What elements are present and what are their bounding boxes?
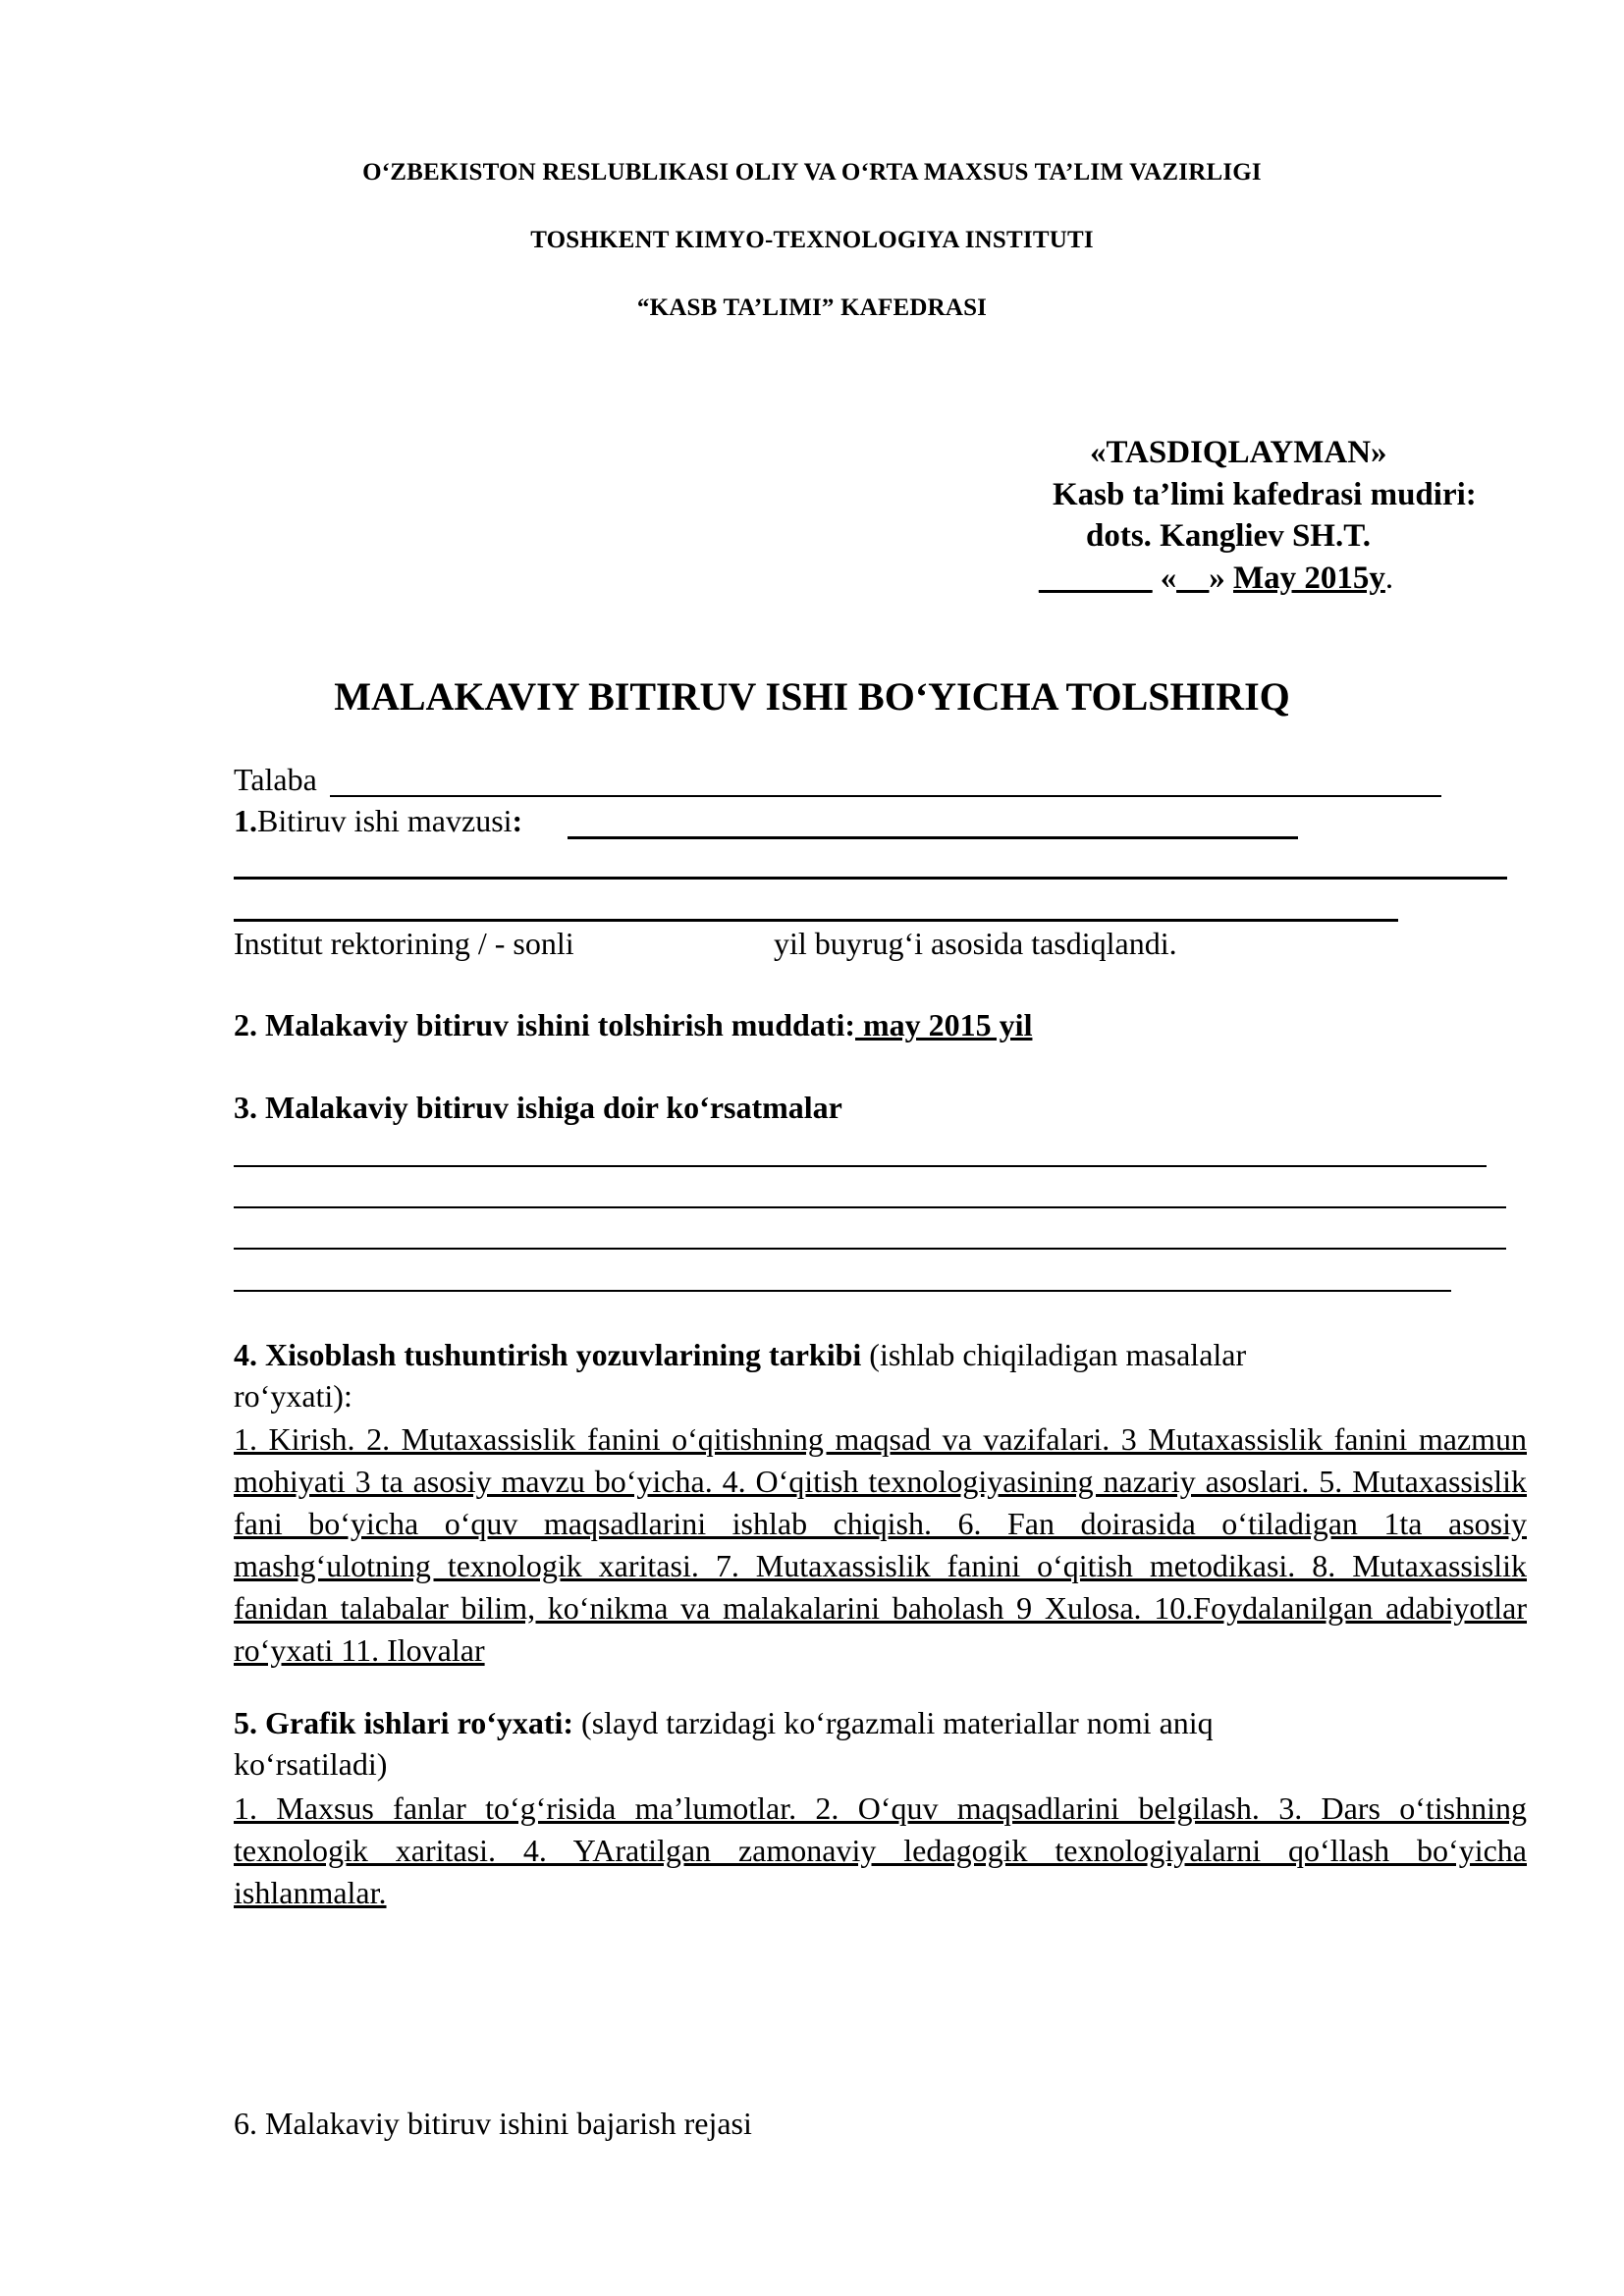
department-heading: “KASB TA’LIMI” KAFEDRASI xyxy=(636,294,988,321)
approval-stamp: «TASDIQLAYMAN» xyxy=(1090,435,1387,470)
student-label: Talaba xyxy=(234,762,317,797)
approval-person: dots. Kangliev SH.T. xyxy=(1086,518,1372,554)
section1-colon: : xyxy=(512,803,523,838)
topic-blank-line-3 xyxy=(234,919,1398,922)
approval-day-blank: __ xyxy=(1176,561,1210,596)
approval-position: Kasb ta’limi kafedrasi mudiri: xyxy=(1053,477,1477,512)
approval-date-close: » xyxy=(1209,561,1233,596)
section5-note-continued: ko‘rsatiladi) xyxy=(234,1746,388,1782)
section1-label: Bitiruv ishi mavzusi xyxy=(257,803,513,838)
section4-label: 4. Xisoblash tushuntirish yozuvlarining tarkibi xyxy=(234,1337,862,1372)
instructions-blank-line-2 xyxy=(234,1206,1506,1208)
section6-heading: 6. Malakaviy bitiruv ishini bajarish rejasi xyxy=(234,2106,752,2141)
page-title: MALAKAVIY BITIRUV ISHI BO‘YICHA TOLSHIRIQ xyxy=(334,674,1290,719)
section2-heading xyxy=(234,1007,1032,1043)
rector-order-text-b: yil buyrug‘i asosida tasdiqlandi. xyxy=(774,926,1177,961)
section4-content: 1. Kirish. 2. Mutaxassislik fanini o‘qitishning maqsad va vazifalari. 3 Mutaxassislik fanini mazmun mohiyati 3 ta asosiy mavzu bo‘yicha. 4. O‘qitish texnologiyasining nazariy asoslari. 5. Mutaxassislik fani bo‘yicha o‘quv maqsadlarini ishlab chiqish. 6. Fan doirasida o‘tiladigan 1ta asosiy mashg‘ulotning texnologik xaritasi. 7. Mutaxassislik fanini o‘qitish metodikasi. 8. Mutaxassislik fanidan talabalar bilim, ko‘nikma va malakalarini baholash 9 Xulosa. 10.Foydalanilgan adabiyotlar ro‘yxati 11. Ilovalar xyxy=(234,1421,1527,1668)
approval-date xyxy=(1039,561,1393,597)
approval-signature-blank: _______ xyxy=(1039,561,1153,596)
approval-date-end: . xyxy=(1384,561,1394,596)
section1-number: 1. xyxy=(234,803,257,838)
instructions-blank-line-3 xyxy=(234,1248,1506,1250)
instructions-blank-line-1 xyxy=(234,1165,1487,1167)
student-blank-line xyxy=(330,795,1441,797)
instructions-blank-line-4 xyxy=(234,1290,1451,1292)
institute-heading: TOSHKENT KIMYO-TEXNOLOGIYA INSTITUTI xyxy=(530,227,1094,253)
section5-note: (slayd tarzidagi ko‘rgazmali materiallar nomi aniq xyxy=(573,1705,1214,1740)
section4-note-continued: ro‘yxati): xyxy=(234,1378,352,1414)
ministry-heading: O‘ZBEKISTON RESLUBLIKASI OLIY VA O‘RTA MAXSUS TA’LIM VAZIRLIGI xyxy=(362,159,1262,186)
section5-heading xyxy=(234,1705,1214,1741)
topic-blank-line-1 xyxy=(568,836,1298,839)
section1-heading xyxy=(234,803,522,839)
section4-note: (ishlab chiqiladigan masalalar xyxy=(861,1337,1247,1372)
section3-heading: 3. Malakaviy bitiruv ishiga doir ko‘rsatmalar xyxy=(234,1090,842,1125)
section5-label: 5. Grafik ishlari ro‘yxati: xyxy=(234,1705,574,1740)
approval-date-open: « xyxy=(1152,561,1177,596)
section2-label: 2. Malakaviy bitiruv ishini tolshirish muddati: xyxy=(234,1007,856,1042)
section2-deadline: may 2015 yil xyxy=(855,1007,1033,1042)
approval-date-value: May 2015y xyxy=(1233,561,1385,596)
section5-content: 1. Maxsus fanlar to‘g‘risida ma’lumotlar. 2. O‘quv maqsadlarini belgilash. 3. Dars o‘tishning texnologik xaritasi. 4. YAratilgan zamonaviy ledagogik texnologiyalarni qo‘llash bo‘yicha ishlanmalar. xyxy=(234,1790,1527,1910)
section4-heading xyxy=(234,1337,1246,1373)
rector-order-text-a: Institut rektorining / - sonli xyxy=(234,926,574,961)
topic-blank-line-2 xyxy=(234,877,1507,880)
